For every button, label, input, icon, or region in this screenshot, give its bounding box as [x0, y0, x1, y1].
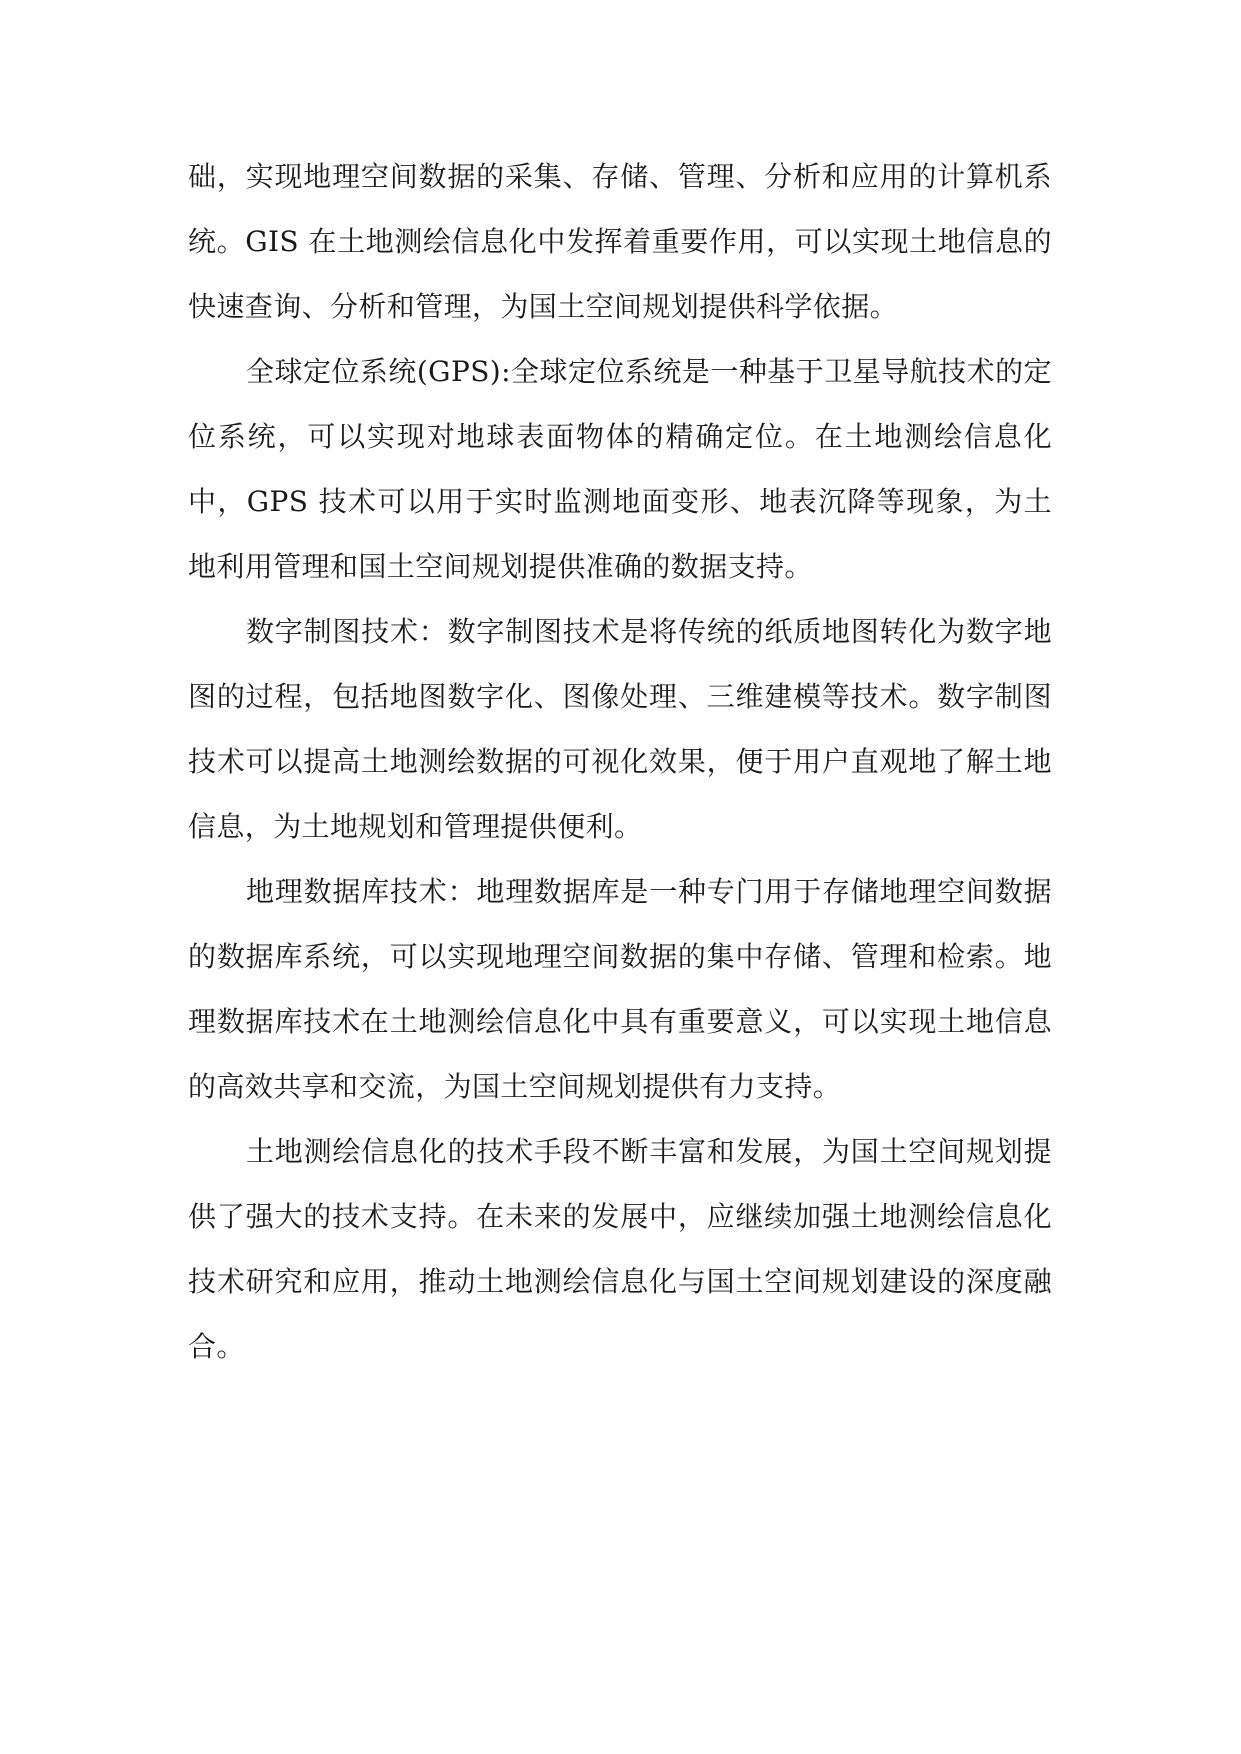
- document-body: [188, 144, 1052, 1379]
- paragraph-geodatabase: 地理数据库技术：地理数据库是一种专门用于存储地理空间数据的数据库系统，可以实现地理空间数据的集中存储、管理和检索。地理数据库技术在土地测绘信息化中具有重要意义，可以实现土地信息的高效共享和交流，为国土空间规划提供有力支持。: [188, 875, 1052, 1103]
- paragraph-digital-mapping: 数字制图技术：数字制图技术是将传统的纸质地图转化为数字地图的过程，包括地图数字化、图像处理、三维建模等技术。数字制图技术可以提高土地测绘数据的可视化效果，便于用户直观地了解土地信息，为土地规划和管理提供便利。: [188, 615, 1052, 843]
- paragraph-gps: 全球定位系统(GPS):全球定位系统是一种基于卫星导航技术的定位系统，可以实现对地球表面物体的精确定位。在土地测绘信息化中，GPS 技术可以用于实时监测地面变形、地表沉降等现象，为土地利用管理和国土空间规划提供准确的数据支持。: [188, 355, 1052, 583]
- paragraph-gis-continuation: 础，实现地理空间数据的采集、存储、管理、分析和应用的计算机系统。GIS 在土地测绘信息化中发挥着重要作用，可以实现土地信息的快速查询、分析和管理，为国土空间规划提供科学依据。: [188, 160, 1052, 323]
- paragraph-conclusion: 土地测绘信息化的技术手段不断丰富和发展，为国土空间规划提供了强大的技术支持。在未来的发展中，应继续加强土地测绘信息化技术研究和应用，推动土地测绘信息化与国土空间规划建设的深度融合。: [188, 1135, 1052, 1363]
